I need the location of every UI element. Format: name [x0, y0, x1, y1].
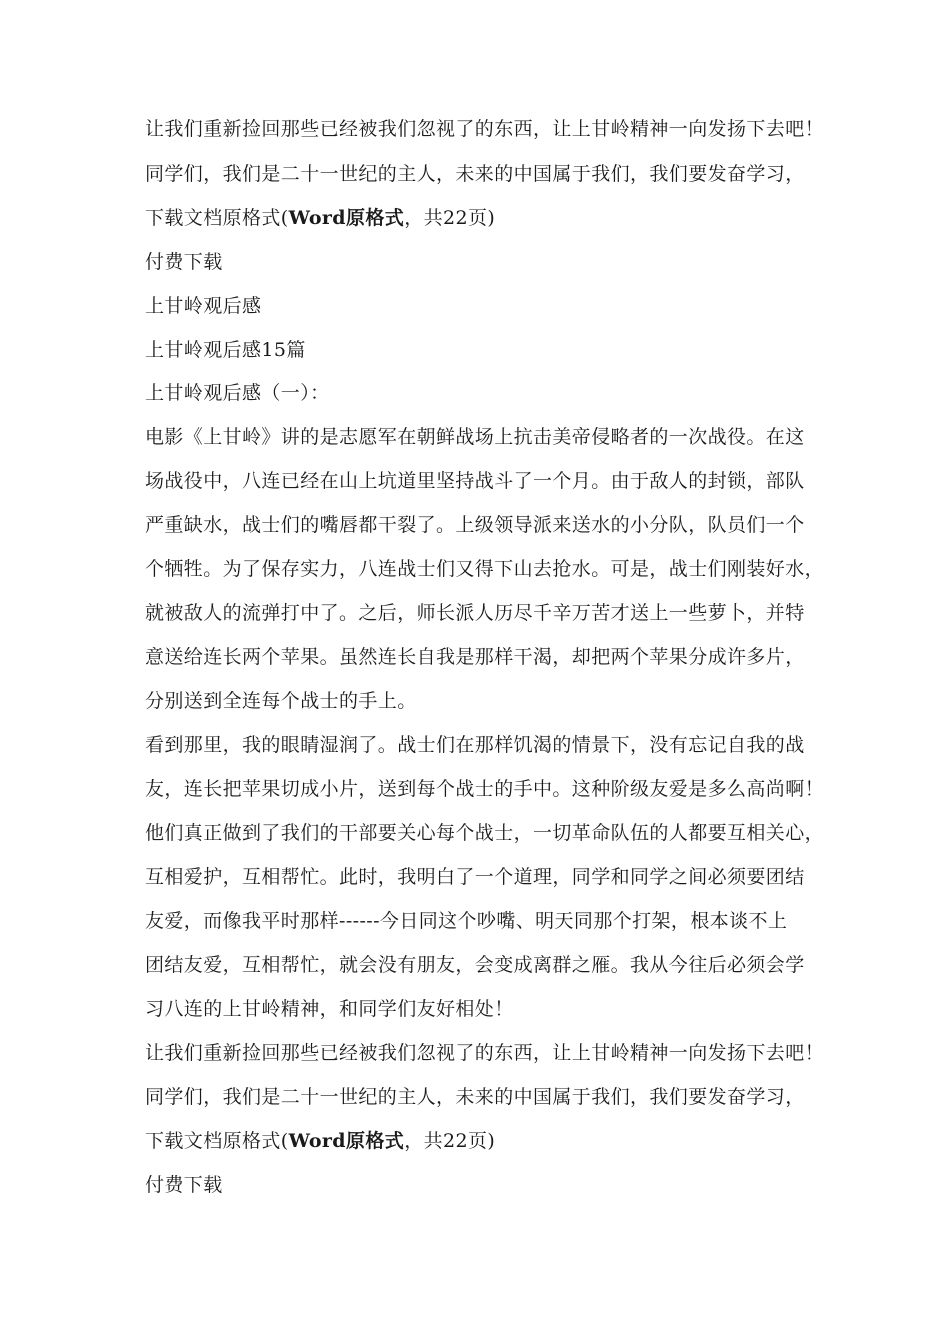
- paragraph-line: 团结友爱，互相帮忙，就会没有朋友，会变成离群之雁。我从今往后必须会学: [145, 954, 805, 976]
- paragraph-line: 习八连的上甘岭精神，和同学们友好相处！: [145, 998, 514, 1020]
- download-format-label: Word原格式: [288, 207, 405, 229]
- paragraph-line: 他们真正做到了我们的干部要关心每个战士，一切革命队伍的人都要互相关心，: [145, 822, 825, 844]
- text-line: 同学们，我们是二十一世纪的主人，未来的中国属于我们，我们要发奋学习，: [145, 163, 805, 185]
- download-format-label: Word原格式: [288, 1130, 405, 1152]
- paragraph-line: 就被敌人的流弹打中了。之后，师长派人历尽千辛万苦才送上一些萝卜，并特: [145, 602, 805, 624]
- article-title: 上甘岭观后感: [145, 295, 262, 317]
- pay-download-button[interactable]: 付费下载: [145, 251, 223, 273]
- download-original-link[interactable]: [145, 1129, 815, 1153]
- download-original-link[interactable]: [145, 206, 815, 230]
- section-heading: 上甘岭观后感（一）：: [145, 382, 330, 404]
- text-line: 让我们重新捡回那些已经被我们忽视了的东西，让上甘岭精神一向发扬下去吧！: [145, 118, 825, 140]
- paragraph-line: 分别送到全连每个战士的手上。: [145, 690, 417, 712]
- paragraph-line: 场战役中，八连已经在山上坑道里坚持战斗了一个月。由于敌人的封锁，部队: [145, 470, 805, 492]
- text-line: 同学们，我们是二十一世纪的主人，未来的中国属于我们，我们要发奋学习，: [145, 1086, 805, 1108]
- paragraph-line: 友爱，而像我平时那样------今日同这个吵嘴、明天同那个打架，根本谈不上: [145, 910, 788, 932]
- download-suffix: ，共22页): [404, 1130, 496, 1152]
- paragraph-line: 友，连长把苹果切成小片，送到每个战士的手中。这种阶级友爱是多么高尚啊！: [145, 778, 825, 800]
- paragraph-line: 个牺牲。为了保存实力，八连战士们又得下山去抢水。可是，战士们刚装好水，: [145, 558, 825, 580]
- paragraph-line: 看到那里，我的眼睛湿润了。战士们在那样饥渴的情景下，没有忘记自我的战: [145, 734, 805, 756]
- paragraph-line: 严重缺水，战士们的嘴唇都干裂了。上级领导派来送水的小分队，队员们一个: [145, 514, 805, 536]
- paragraph-line: 互相爱护，互相帮忙。此时，我明白了一个道理，同学和同学之间必须要团结: [145, 866, 805, 888]
- download-prefix: 下载文档原格式(: [145, 207, 289, 229]
- article-subtitle: 上甘岭观后感15篇: [145, 339, 306, 361]
- paragraph-line: 意送给连长两个苹果。虽然连长自我是那样干渴，却把两个苹果分成许多片，: [145, 646, 805, 668]
- pay-download-button[interactable]: 付费下载: [145, 1174, 223, 1196]
- download-prefix: 下载文档原格式(: [145, 1130, 289, 1152]
- download-suffix: ，共22页): [404, 207, 496, 229]
- paragraph-line: 电影《上甘岭》讲的是志愿军在朝鲜战场上抗击美帝侵略者的一次战役。在这: [145, 426, 805, 448]
- text-line: 让我们重新捡回那些已经被我们忽视了的东西，让上甘岭精神一向发扬下去吧！: [145, 1042, 825, 1064]
